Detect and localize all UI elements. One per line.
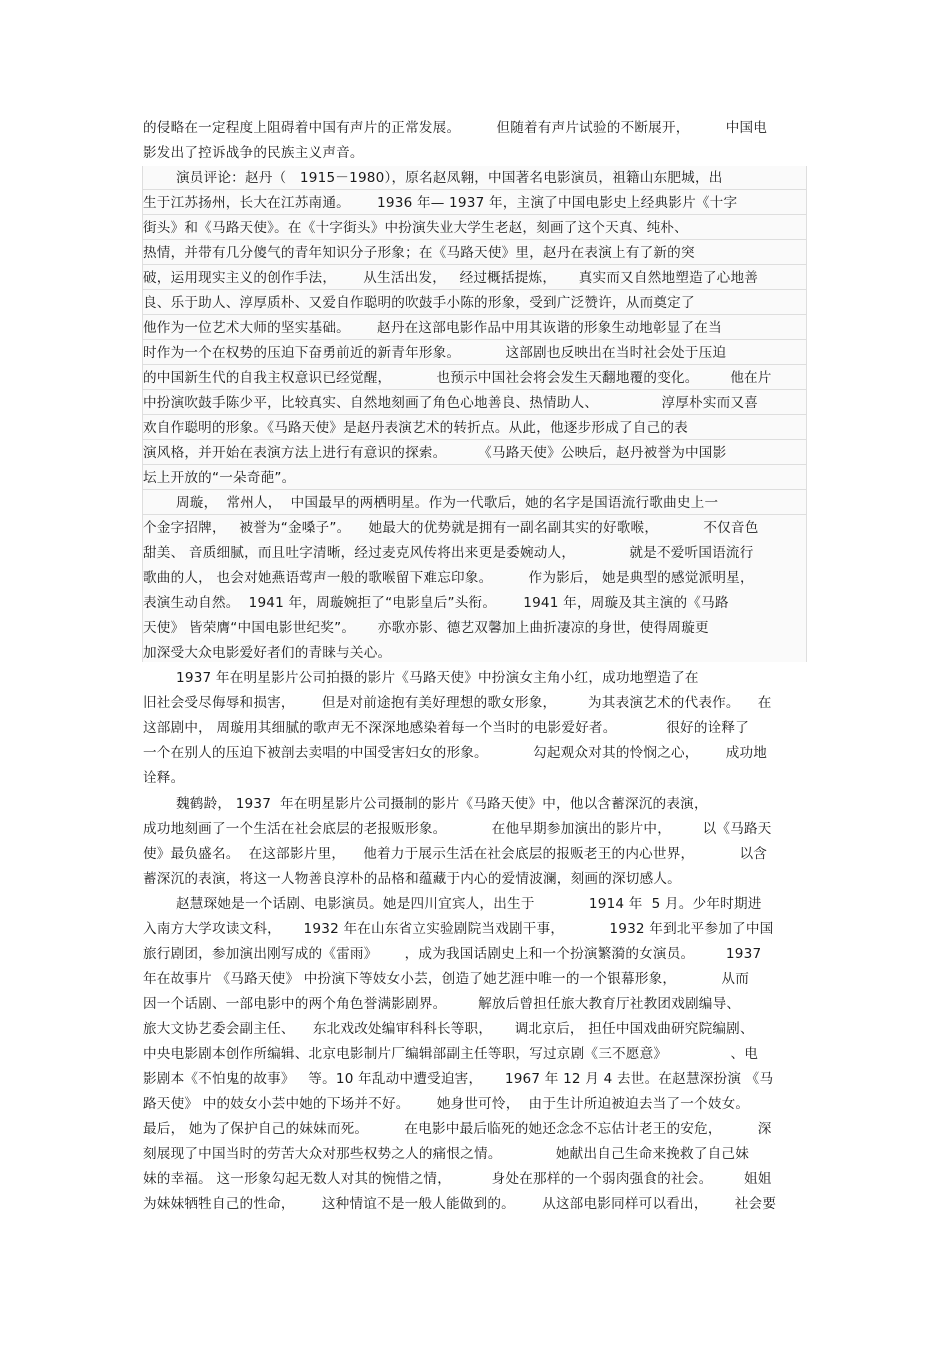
- text-line: 热情，并带有几分傻气的青年知识分子形象；在《马路天使》里，赵丹在表演上有了新的突: [143, 245, 695, 261]
- text-line: 演风格，并开始在表演方法上进行有意识的探索。 《马路天使》公映后，赵丹被誉为中国影: [143, 445, 727, 461]
- text-line: 年在故事片 《马路天使》 中扮演下等妓女小芸，创造了她艺涯中唯一的一个银幕形象， 从而: [143, 971, 749, 987]
- text-line: 刻展现了中国当时的劳苦大众对那些权势之人的痛恨之情。 她献出自己生命来挽救了自己妹: [143, 1146, 749, 1162]
- text-line: 赵慧琛她是一个话剧、电影演员。她是四川宜宾人，出生于 1914 年 5 月。少年时期进: [176, 896, 762, 912]
- text-line: 加深受大众电影爱好者们的青睐与关心。: [143, 645, 392, 661]
- text-line: 良、乐于助人、淳厚质朴、又爱自作聪明的吹鼓手小陈的形象，受到广泛赞许，从而奠定了: [143, 295, 695, 311]
- text-line: 使》最负盛名。 在这部影片里， 他着力于展示生活在社会底层的报贩老王的内心世界， 以含: [143, 846, 768, 862]
- text-line: 影剧本《不怕鬼的故事》 等。10 年乱动中遭受迫害， 1967 年 12 月 4 去世。在赵慧深扮演 《马: [143, 1071, 774, 1087]
- text-line: 路天使》 中的妓女小芸中她的下场并不好。 她身世可怜， 由于生计所迫被迫去当了一个妓女。: [143, 1096, 750, 1112]
- text-line: 一个在别人的压迫下被剖去卖唱的中国受害妇女的形象。 勾起观众对其的怜悯之心， 成功地: [143, 745, 768, 761]
- text-line: 蓄深沉的表演，将这一人物善良淳朴的品格和蕴藏于内心的爱情波澜，刻画的深切感人。: [143, 871, 681, 887]
- text-line: 欢自作聪明的形象。《马路天使》是赵丹表演艺术的转折点。从此，他逐步形成了自己的表: [143, 420, 688, 436]
- text-line: 生于江苏扬州，长大在江苏南通。 1936 年— 1937 年，主演了中国电影史上经典影片《十字: [143, 195, 738, 211]
- text-line: 演员评论：赵丹（ 1915－1980），原名赵凤翱，中国著名电影演员，祖籍山东肥城，出: [176, 170, 723, 186]
- text-line: 妹的幸福。 这一形象勾起无数人对其的惋惜之情， 身处在那样的一个弱肉强食的社会。 姐姐: [143, 1171, 772, 1187]
- text-line: 旅大文协艺委会副主任、 东北戏改处编审科科长等职， 调北京后， 担任中国戏曲研究院编剧、: [143, 1021, 754, 1037]
- text-line: 天使》 皆荣膺“中国电影世纪奖”。 亦歌亦影、德艺双馨加上曲折凄凉的身世，使得周璇更: [143, 620, 709, 636]
- text-line: 甜美、 音质细腻，而且吐字清晰，经过麦克风传将出来更是委婉动人， 就是不爱听国语流行: [143, 545, 754, 561]
- text-line: 中央电影剧本创作所编辑、北京电影制片厂编辑部副主任等职，写过京剧《三不愿意》 、电: [143, 1046, 759, 1062]
- text-line: 的侵略在一定程度上阻碍着中国有声片的正常发展。 但随着有声片试验的不断展开， 中国电: [143, 120, 768, 136]
- text-line: 破，运用现实主义的创作手法， 从生活出发， 经过概括提炼， 真实而又自然地塑造了心地善: [143, 270, 759, 286]
- text-line: 表演生动自然。 1941 年，周璇婉拒了“电影皇后”头衔。 1941 年，周璇及其主演的《马路: [143, 595, 729, 611]
- text-line: 成功地刻画了一个生活在社会底层的老报贩形象。 在他早期参加演出的影片中， 以《马路天: [143, 821, 772, 837]
- text-line: 时作为一个在权势的压迫下奋勇前近的新青年形象。 这部剧也反映出在当时社会处于压迫: [143, 345, 727, 361]
- text-line: 歌曲的人， 也会对她燕语莺声一般的歌喉留下难忘印象。 作为影后， 她是典型的感觉派明星，: [143, 570, 754, 586]
- text-line: 诠释。: [143, 770, 185, 786]
- text-line: 他作为一位艺术大师的坚实基础。 赵丹在这部电影作品中用其诙谐的形象生动地彰显了在当: [143, 320, 722, 336]
- text-line: 旅行剧团，参加演出刚写成的《雷雨》 ，成为我国话剧史上和一个扮演繁漪的女演员。 1937: [143, 946, 762, 962]
- text-line: 入南方大学攻读文科， 1932 年在山东省立实验剧院当戏剧干事， 1932 年到北平参加了中国: [143, 921, 774, 937]
- text-line: 个金字招牌， 被誉为“金嗓子”。 她最大的优势就是拥有一副名副其实的好歌喉， 不仅音色: [143, 520, 759, 536]
- text-line: 街头》和《马路天使》。在《十字街头》中扮演失业大学生老赵，刻画了这个天真、纯朴、: [143, 220, 688, 236]
- text-line: 因一个话剧、一部电影中的两个角色誉满影剧界。 解放后曾担任旅大教育厅社教团戏剧编导、: [143, 996, 741, 1012]
- text-line: 1937 年在明星影片公司拍摄的影片《马路天使》中扮演女主角小红，成功地塑造了在: [176, 670, 699, 686]
- text-line: 旧社会受尽侮辱和损害， 但是对前途抱有美好理想的歌女形象， 为其表演艺术的代表作。 在: [143, 695, 772, 711]
- text-line: 周璇， 常州人， 中国最早的两栖明星。作为一代歌后，她的名字是国语流行歌曲史上一: [176, 495, 719, 511]
- text-line: 最后， 她为了保护自己的妹妹而死。 在电影中最后临死的她还念念不忘估计老王的安危， 深: [143, 1121, 772, 1137]
- text-line: 中扮演吹鼓手陈少平，比较真实、自然地刻画了角色心地善良、热情助人、 淳厚朴实而又喜: [143, 395, 759, 411]
- text-line: 坛上开放的“一朵奇葩”。: [143, 470, 296, 486]
- text-line: 魏鹤龄， 1937 年在明星影片公司摄制的影片《马路天使》中，他以含蓄深沉的表演，: [176, 796, 708, 812]
- text-line: 的中国新生代的自我主权意识已经觉醒， 也预示中国社会将会发生天翻地覆的变化。 他在片: [143, 370, 772, 386]
- text-line: 为妹妹牺牲自己的性命， 这种情谊不是一般人能做到的。 从这部电影同样可以看出， 社会要: [143, 1196, 777, 1212]
- text-line: 影发出了控诉战争的民族主义声音。: [143, 145, 364, 161]
- text-line: 这部剧中， 周璇用其细腻的歌声无不深深地感染着每一个当时的电影爱好者。 很好的诠释了: [143, 720, 749, 736]
